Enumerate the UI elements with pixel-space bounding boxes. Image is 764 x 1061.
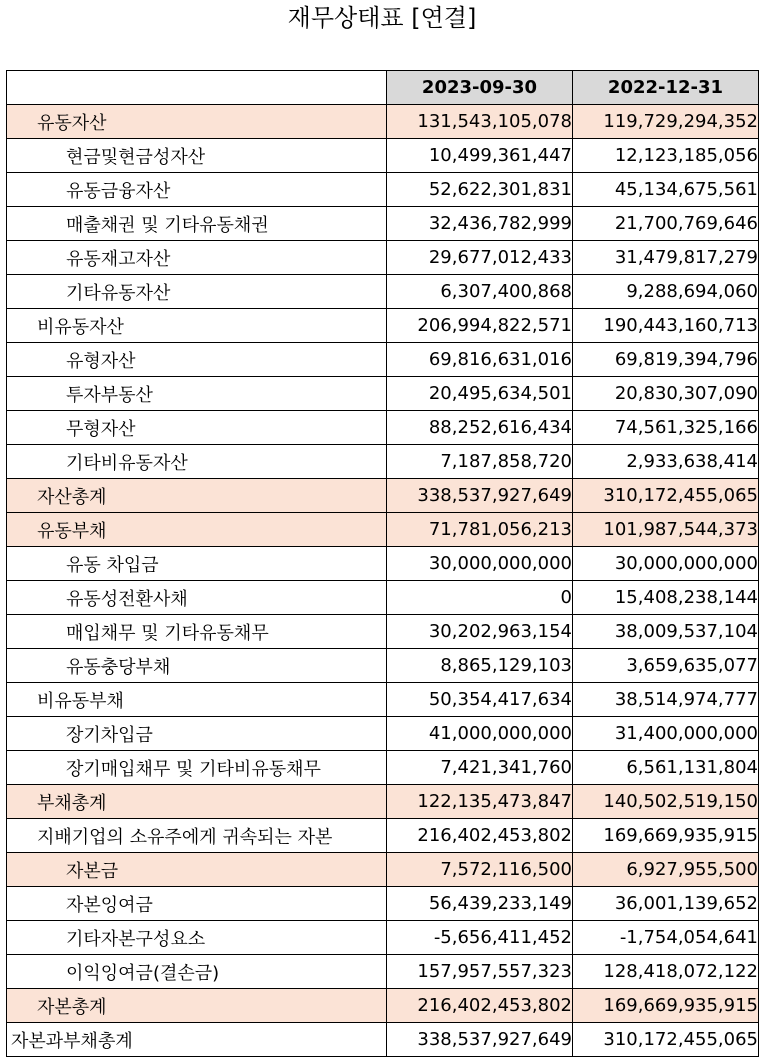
row-value-current: 56,439,233,149	[387, 887, 573, 921]
row-value-prior: 31,479,817,279	[573, 241, 759, 275]
row-label: 자본총계	[7, 989, 387, 1023]
row-value-prior: 12,123,185,056	[573, 139, 759, 173]
row-label: 지배기업의 소유주에게 귀속되는 자본	[7, 819, 387, 853]
row-value-prior: 21,700,769,646	[573, 207, 759, 241]
row-value-current: 338,537,927,649	[387, 479, 573, 513]
row-value-current: 88,252,616,434	[387, 411, 573, 445]
row-label: 자본과부채총계	[7, 1023, 387, 1057]
row-label: 기타비유동자산	[7, 445, 387, 479]
table-header-row	[7, 71, 759, 105]
table-row	[7, 955, 759, 989]
table-row	[7, 139, 759, 173]
row-value-current: 30,000,000,000	[387, 547, 573, 581]
row-value-prior: 38,514,974,777	[573, 683, 759, 717]
row-label: 투자부동산	[7, 377, 387, 411]
row-value-current: 216,402,453,802	[387, 989, 573, 1023]
table-row	[7, 819, 759, 853]
row-value-prior: 119,729,294,352	[573, 105, 759, 139]
row-value-prior: 310,172,455,065	[573, 1023, 759, 1057]
row-label: 유동부채	[7, 513, 387, 547]
row-label: 유동자산	[7, 105, 387, 139]
row-value-prior: 2,933,638,414	[573, 445, 759, 479]
row-label: 현금및현금성자산	[7, 139, 387, 173]
row-value-prior: 74,561,325,166	[573, 411, 759, 445]
row-label: 유형자산	[7, 343, 387, 377]
table-row	[7, 479, 759, 513]
table-row	[7, 921, 759, 955]
row-value-prior: 128,418,072,122	[573, 955, 759, 989]
row-value-current: 0	[387, 581, 573, 615]
table-row	[7, 547, 759, 581]
row-value-prior: 190,443,160,713	[573, 309, 759, 343]
row-value-prior: 38,009,537,104	[573, 615, 759, 649]
row-label: 매입채무 및 기타유동채무	[7, 615, 387, 649]
table-row	[7, 649, 759, 683]
row-value-current: 7,421,341,760	[387, 751, 573, 785]
table-row	[7, 615, 759, 649]
row-value-prior: 140,502,519,150	[573, 785, 759, 819]
table-row	[7, 377, 759, 411]
table-row	[7, 513, 759, 547]
table-row	[7, 989, 759, 1023]
row-value-prior: 31,400,000,000	[573, 717, 759, 751]
row-value-current: 71,781,056,213	[387, 513, 573, 547]
row-label: 비유동부채	[7, 683, 387, 717]
row-label: 장기매입채무 및 기타비유동채무	[7, 751, 387, 785]
table-row	[7, 207, 759, 241]
row-value-prior: 6,561,131,804	[573, 751, 759, 785]
row-value-current: 206,994,822,571	[387, 309, 573, 343]
row-value-current: 30,202,963,154	[387, 615, 573, 649]
row-label: 기타자본구성요소	[7, 921, 387, 955]
table-row	[7, 309, 759, 343]
row-value-prior: 169,669,935,915	[573, 989, 759, 1023]
header-label-column	[7, 71, 387, 105]
row-value-current: 20,495,634,501	[387, 377, 573, 411]
row-value-prior: 6,927,955,500	[573, 853, 759, 887]
row-label: 무형자산	[7, 411, 387, 445]
header-period-current: 2023-09-30	[387, 71, 573, 105]
page-title: 재무상태표 [연결]	[287, 4, 477, 32]
row-value-current: 6,307,400,868	[387, 275, 573, 309]
row-value-current: 7,572,116,500	[387, 853, 573, 887]
row-label: 자산총계	[7, 479, 387, 513]
row-value-current: 216,402,453,802	[387, 819, 573, 853]
row-value-prior: 69,819,394,796	[573, 343, 759, 377]
row-label: 비유동자산	[7, 309, 387, 343]
row-value-current: 7,187,858,720	[387, 445, 573, 479]
table-body	[7, 105, 759, 1057]
table-row	[7, 445, 759, 479]
balance-sheet-table	[6, 70, 759, 1057]
row-value-prior: 101,987,544,373	[573, 513, 759, 547]
table-row	[7, 241, 759, 275]
table-row	[7, 343, 759, 377]
row-value-prior: 3,659,635,077	[573, 649, 759, 683]
row-label: 유동 차입금	[7, 547, 387, 581]
table-row	[7, 581, 759, 615]
table-row	[7, 411, 759, 445]
table-row	[7, 751, 759, 785]
row-value-current: 41,000,000,000	[387, 717, 573, 751]
table-row	[7, 853, 759, 887]
row-label: 유동재고자산	[7, 241, 387, 275]
row-value-prior: 45,134,675,561	[573, 173, 759, 207]
header-period-prior: 2022-12-31	[573, 71, 759, 105]
row-value-current: 338,537,927,649	[387, 1023, 573, 1057]
row-label: 장기차입금	[7, 717, 387, 751]
table-row	[7, 173, 759, 207]
row-value-prior: 9,288,694,060	[573, 275, 759, 309]
row-value-current: 122,135,473,847	[387, 785, 573, 819]
row-label: 부채총계	[7, 785, 387, 819]
row-value-prior: -1,754,054,641	[573, 921, 759, 955]
row-value-current: 157,957,557,323	[387, 955, 573, 989]
table-row	[7, 717, 759, 751]
table-row	[7, 105, 759, 139]
row-value-prior: 36,001,139,652	[573, 887, 759, 921]
row-label: 기타유동자산	[7, 275, 387, 309]
row-value-current: 32,436,782,999	[387, 207, 573, 241]
row-value-current: 8,865,129,103	[387, 649, 573, 683]
row-value-current: 50,354,417,634	[387, 683, 573, 717]
table-row	[7, 887, 759, 921]
row-label: 유동금융자산	[7, 173, 387, 207]
row-label: 매출채권 및 기타유동채권	[7, 207, 387, 241]
row-value-prior: 310,172,455,065	[573, 479, 759, 513]
row-value-current: 131,543,105,078	[387, 105, 573, 139]
row-value-prior: 30,000,000,000	[573, 547, 759, 581]
row-value-prior: 169,669,935,915	[573, 819, 759, 853]
row-label: 자본잉여금	[7, 887, 387, 921]
table-row	[7, 683, 759, 717]
table-row	[7, 1023, 759, 1057]
row-value-current: 29,677,012,433	[387, 241, 573, 275]
row-value-current: 69,816,631,016	[387, 343, 573, 377]
row-value-prior: 20,830,307,090	[573, 377, 759, 411]
row-value-prior: 15,408,238,144	[573, 581, 759, 615]
row-label: 이익잉여금(결손금)	[7, 955, 387, 989]
table-row	[7, 275, 759, 309]
row-label: 자본금	[7, 853, 387, 887]
row-value-current: -5,656,411,452	[387, 921, 573, 955]
table-row	[7, 785, 759, 819]
row-value-current: 52,622,301,831	[387, 173, 573, 207]
row-label: 유동충당부채	[7, 649, 387, 683]
row-value-current: 10,499,361,447	[387, 139, 573, 173]
row-label: 유동성전환사채	[7, 581, 387, 615]
